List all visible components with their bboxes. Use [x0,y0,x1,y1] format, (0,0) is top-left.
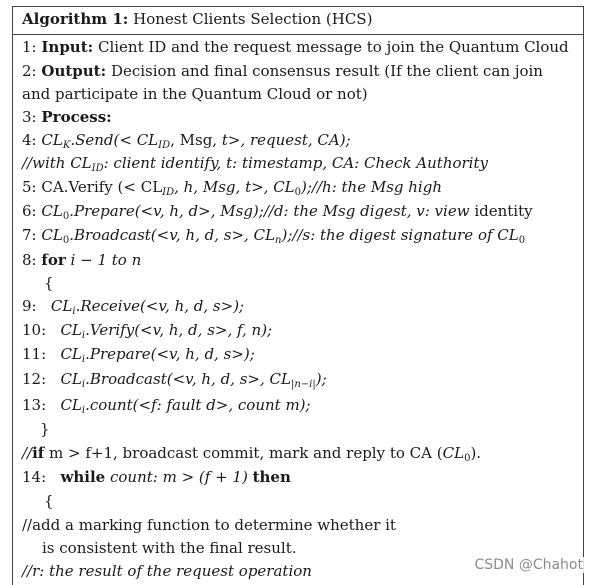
code: count: m > (f + 1) [105,468,253,486]
subscript: i [81,354,86,365]
code: );//h: the Msg high [301,178,442,196]
keyword: Output: [41,62,107,80]
brace-close: } [40,420,50,438]
comment-4 [22,561,312,581]
symbol: CL [50,297,73,315]
line-number: 10: [22,321,47,339]
line-number: 12: [22,370,47,388]
keyword: for [41,251,66,269]
line-12 [22,369,327,389]
comment-text: //with CL [22,154,92,172]
keyword: then [252,468,291,486]
algorithm-label: Algorithm 1: [22,10,129,28]
keyword: if [32,444,45,462]
symbol: CL [60,345,82,363]
code: , h, Msg, t>, CL [174,178,295,196]
comment-3-continued [42,538,297,558]
code: );//s: the digest signature of CL [281,226,519,244]
brace-open-2: { [44,492,54,510]
code: .Broadcast(<v, h, d, s>, CL [85,370,291,388]
code: .Receive(<v, h, d, s>); [75,297,245,315]
line-number: 8: [22,251,37,269]
line-3 [22,107,112,127]
comment-text: // [22,444,33,462]
line-number: 7: [22,226,42,244]
line-number: 6: [22,202,42,220]
algorithm-header [22,9,372,29]
comment-text: m > f+1, broadcast commit, mark and reply to CA ( [44,444,443,462]
line-text: Decision and final consensus result (If the client can join [110,62,543,80]
comment-3 [22,515,396,535]
subscript: ID [158,140,171,151]
subscript: ID [91,163,104,174]
watermark: CSDN @Chahot [474,557,583,573]
line-text: and participate in the Quantum Cloud or not) [22,85,368,103]
subscript: 0 [62,211,70,222]
comment-1 [22,153,488,173]
symbol: CL [442,444,465,462]
symbol: CL [60,396,82,414]
code: i − 1 to n [70,251,142,269]
comment-text: ). [470,444,482,462]
symbol: CL [60,370,82,388]
line-10 [22,320,272,340]
subscript: |n−i| [290,379,316,390]
line-text: Client ID and the request message to join the Quantum Cloud [97,38,569,56]
subscript: ID [162,187,175,198]
line-9 [22,296,244,316]
code: .Verify(<v, h, d, s>, f, n); [85,321,273,339]
comment-text: : client identify, t: timestamp, CA: Check Authority [103,154,488,172]
comment-text: is consistent with the final result. [42,539,297,557]
line-11 [22,344,255,364]
line-4 [22,130,351,150]
line-7 [22,225,525,245]
line-number: 11: [22,345,47,363]
code: .Send(< CL [70,131,159,149]
symbol: CL [41,131,63,149]
subscript: i [72,306,76,317]
code: 5: CA.Verify (< CL [22,178,163,196]
symbol: CL [41,226,63,244]
code: ); [315,370,327,388]
keyword: Process: [41,108,112,126]
line-6 [22,201,533,221]
code: .Prepare(<v, h, d, s>); [85,345,255,363]
subscript: 0 [518,235,526,246]
code: .count(<f: fault d>, count m); [85,396,311,414]
subscript: 0 [62,235,70,246]
keyword: Input: [41,38,94,56]
subscript: i [81,405,86,416]
code: .Broadcast(<v, h, d, s>, CL [69,226,276,244]
brace-open: { [44,274,54,292]
algorithm-title: Honest Clients Selection (HCS) [133,10,373,28]
symbol: CL [41,202,63,220]
line-number: 4: [22,131,37,149]
line-1 [22,37,569,57]
subscript: i [81,330,86,341]
code: , Msg, [170,131,222,149]
subscript: i [81,379,86,390]
line-5 [22,177,442,197]
line-number: 1: [22,38,37,56]
line-2-continued [22,84,368,104]
line-number: 3: [22,108,37,126]
line-8 [22,250,141,270]
line-number: 2: [22,62,37,80]
keyword: while [60,468,106,486]
subscript: n [275,235,282,246]
code: .Prepare(<v, h, d>, Msg);//d: the Msg digest, v: view [69,202,470,220]
header-rule [12,34,584,35]
subscript: K [62,140,71,151]
comment-text: //r: the result of the request operation [22,562,312,580]
line-number: 13: [22,396,47,414]
comment-2 [22,443,481,463]
comment-text: //add a marking function to determine whether it [22,516,396,534]
line-number: 9: [22,297,37,315]
line-2 [22,61,543,81]
symbol: CL [60,321,82,339]
line-14 [22,467,291,487]
subscript: 0 [464,453,471,464]
code: t>, request, CA); [221,131,351,149]
line-13 [22,395,311,415]
code: identity [469,202,533,220]
line-number: 14: [22,468,47,486]
subscript: 0 [294,187,302,198]
